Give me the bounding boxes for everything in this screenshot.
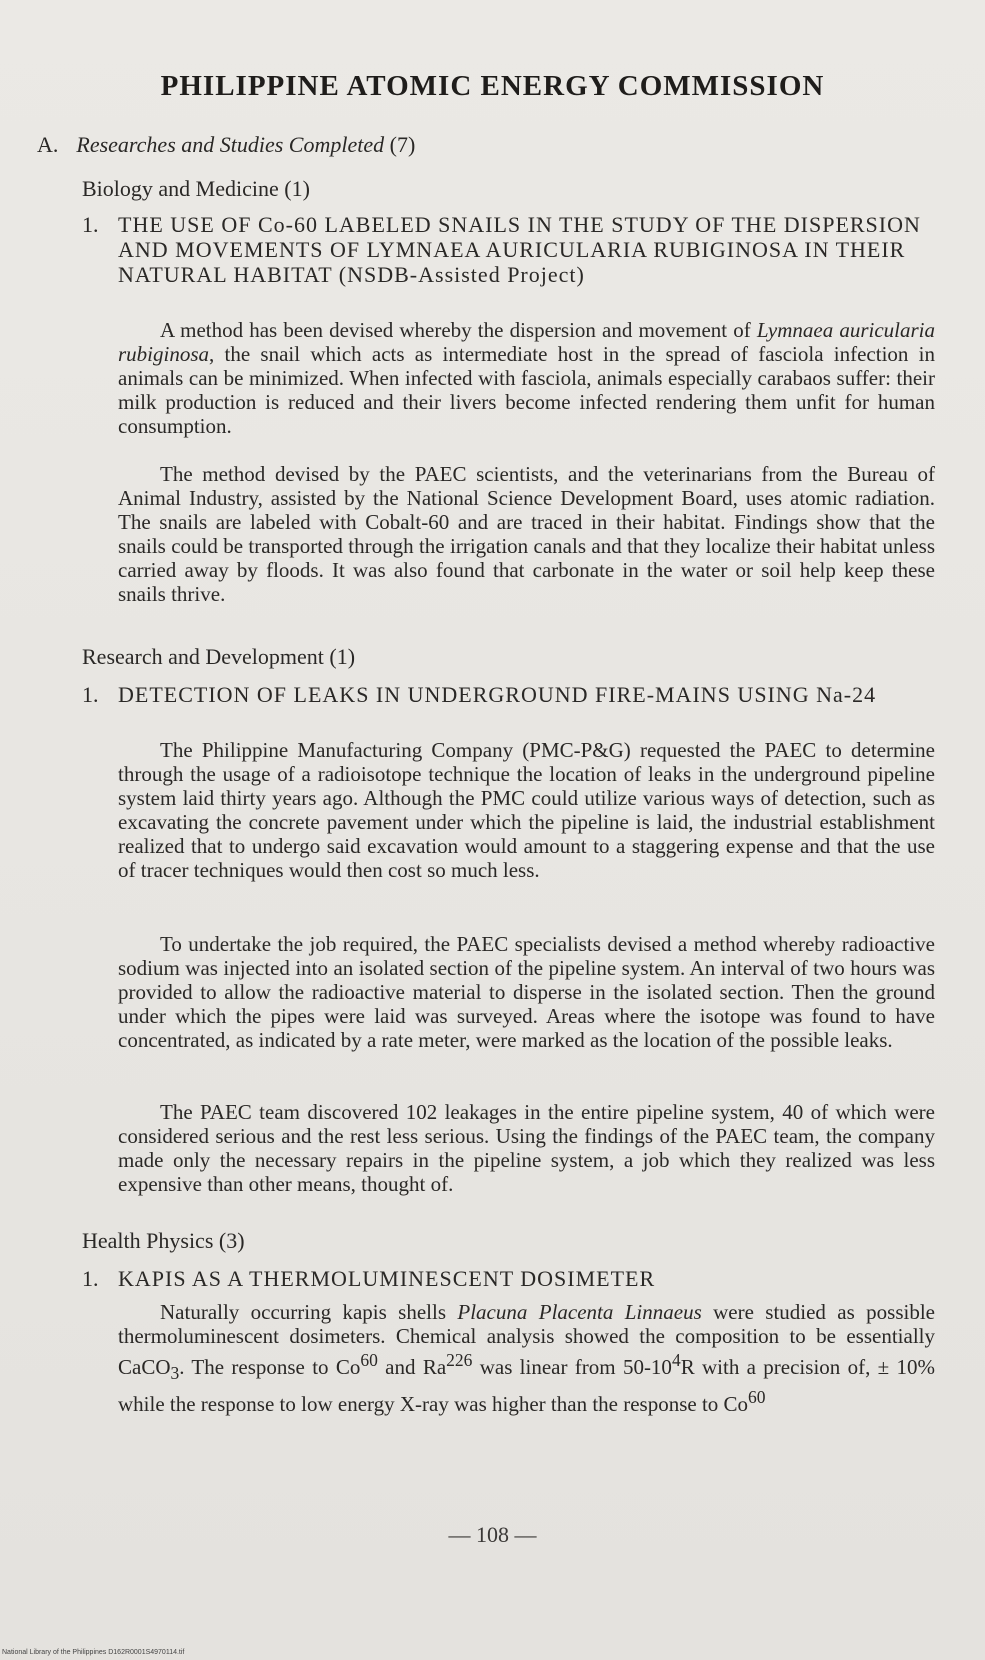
subscript: 3	[170, 1363, 180, 1384]
item-number: 1.	[82, 1266, 99, 1291]
text-run: R with a precision of, ± 10% while the response to low energy X-ray was higher than the response to Co	[118, 1355, 935, 1417]
section-heading	[37, 132, 415, 158]
item-heading-research	[82, 682, 935, 707]
paragraph	[118, 318, 935, 438]
paragraph: The PAEC team discovered 102 leakages in the entire pipeline system, 40 of which were considered serious and the rest less serious. Using the findings of the PAEC team, the company made only the necessary repairs in the pipeline system, a job which they realized was less expensive than other means, thought of.	[118, 1100, 935, 1196]
library-stamp: National Library of the Philippines D162R0001S4970114.tif	[2, 1649, 185, 1656]
item-title: DETECTION OF LEAKS IN UNDERGROUND FIRE-MAINS USING Na-24	[118, 682, 877, 707]
superscript: 60	[360, 1350, 378, 1370]
text-run: Naturally occurring kapis shells	[160, 1300, 458, 1324]
page-title: PHILIPPINE ATOMIC ENERGY COMMISSION	[160, 70, 825, 102]
category-heading-health: Health Physics (3)	[82, 1228, 245, 1253]
category-heading-biology: Biology and Medicine (1)	[82, 176, 310, 201]
category-heading-research: Research and Development (1)	[82, 644, 356, 669]
paragraph: To undertake the job required, the PAEC specialists devised a method whereby radioactive sodium was injected into an isolated section of the pipeline system. An interval of two hours was provided to allow the radioactive material to disperse in the isolated section. Then the ground under which the pipes were laid was surveyed. Areas where the isotope was found to have concentrated, as indicated by a rate meter, were marked as the location of the possible leaks.	[118, 932, 935, 1052]
item-title: THE USE OF Co-60 LABELED SNAILS IN THE STUDY OF THE DISPERSION AND MOVEMENTS OF LYMNAEA AURICULARIA RUBIGINOSA IN THEIR NATURAL HABITAT (NSDB-Assisted Project)	[118, 212, 921, 287]
text-run: , the snail which acts as intermediate host in the spread of fasciola infection in animals can be minimized. When infected with fasciola, animals especially carabaos suffer: their milk production is reduced and their livers become infected rendering them unfit for human consumption.	[118, 342, 935, 438]
superscript: 226	[446, 1350, 473, 1370]
item-number: 1.	[82, 682, 99, 707]
page-number: — 108 —	[448, 1522, 537, 1547]
species-name: Lymnaea auricularia rubiginosa	[118, 318, 935, 366]
text-run: was linear from 50-10	[472, 1355, 672, 1379]
paragraph	[118, 1300, 935, 1416]
species-name: Placuna Placenta Linnaeus	[457, 1300, 702, 1324]
section-letter: A.	[37, 132, 59, 157]
item-title: KAPIS AS A THERMOLUMINESCENT DOSIMETER	[118, 1266, 656, 1291]
text-run: and Ra	[377, 1355, 447, 1379]
text-run: were studied as possible thermoluminescent dosimeters. Chemical analysis showed the composition to be essentially CaCO	[118, 1300, 935, 1379]
item-heading-health	[82, 1266, 935, 1291]
superscript: 4	[671, 1350, 681, 1370]
text-run: A method has been devised whereby the dispersion and movement of	[160, 318, 757, 342]
section-label: Researches and Studies Completed	[76, 132, 385, 157]
paragraph: The method devised by the PAEC scientists, and the veterinarians from the Bureau of Animal Industry, assisted by the National Science Development Board, uses atomic radiation. The snails are labeled with Cobalt-60 and are traced in their habitat. Findings show that the snails could be transported through the irrigation canals and that they localize their habitat unless carried away by floods. It was also found that carbonate in the water or soil help keep these snails thrive.	[118, 462, 935, 606]
section-count: (7)	[389, 132, 416, 157]
item-number: 1.	[82, 212, 99, 237]
paragraph: The Philippine Manufacturing Company (PMC-P&G) requested the PAEC to determine through the usage of a radioisotope technique the location of leaks in the underground pipeline system laid thirty years ago. Although the PMC could utilize various ways of detection, such as excavating the concrete pavement under which the pipeline is laid, the industrial establishment realized that to undergo said excavation would amount to a staggering expense and that the use of tracer techniques would then cost so much less.	[118, 738, 935, 882]
superscript: 60	[748, 1387, 766, 1408]
text-run: . The response to Co	[179, 1355, 361, 1379]
item-heading-biology	[82, 212, 935, 287]
